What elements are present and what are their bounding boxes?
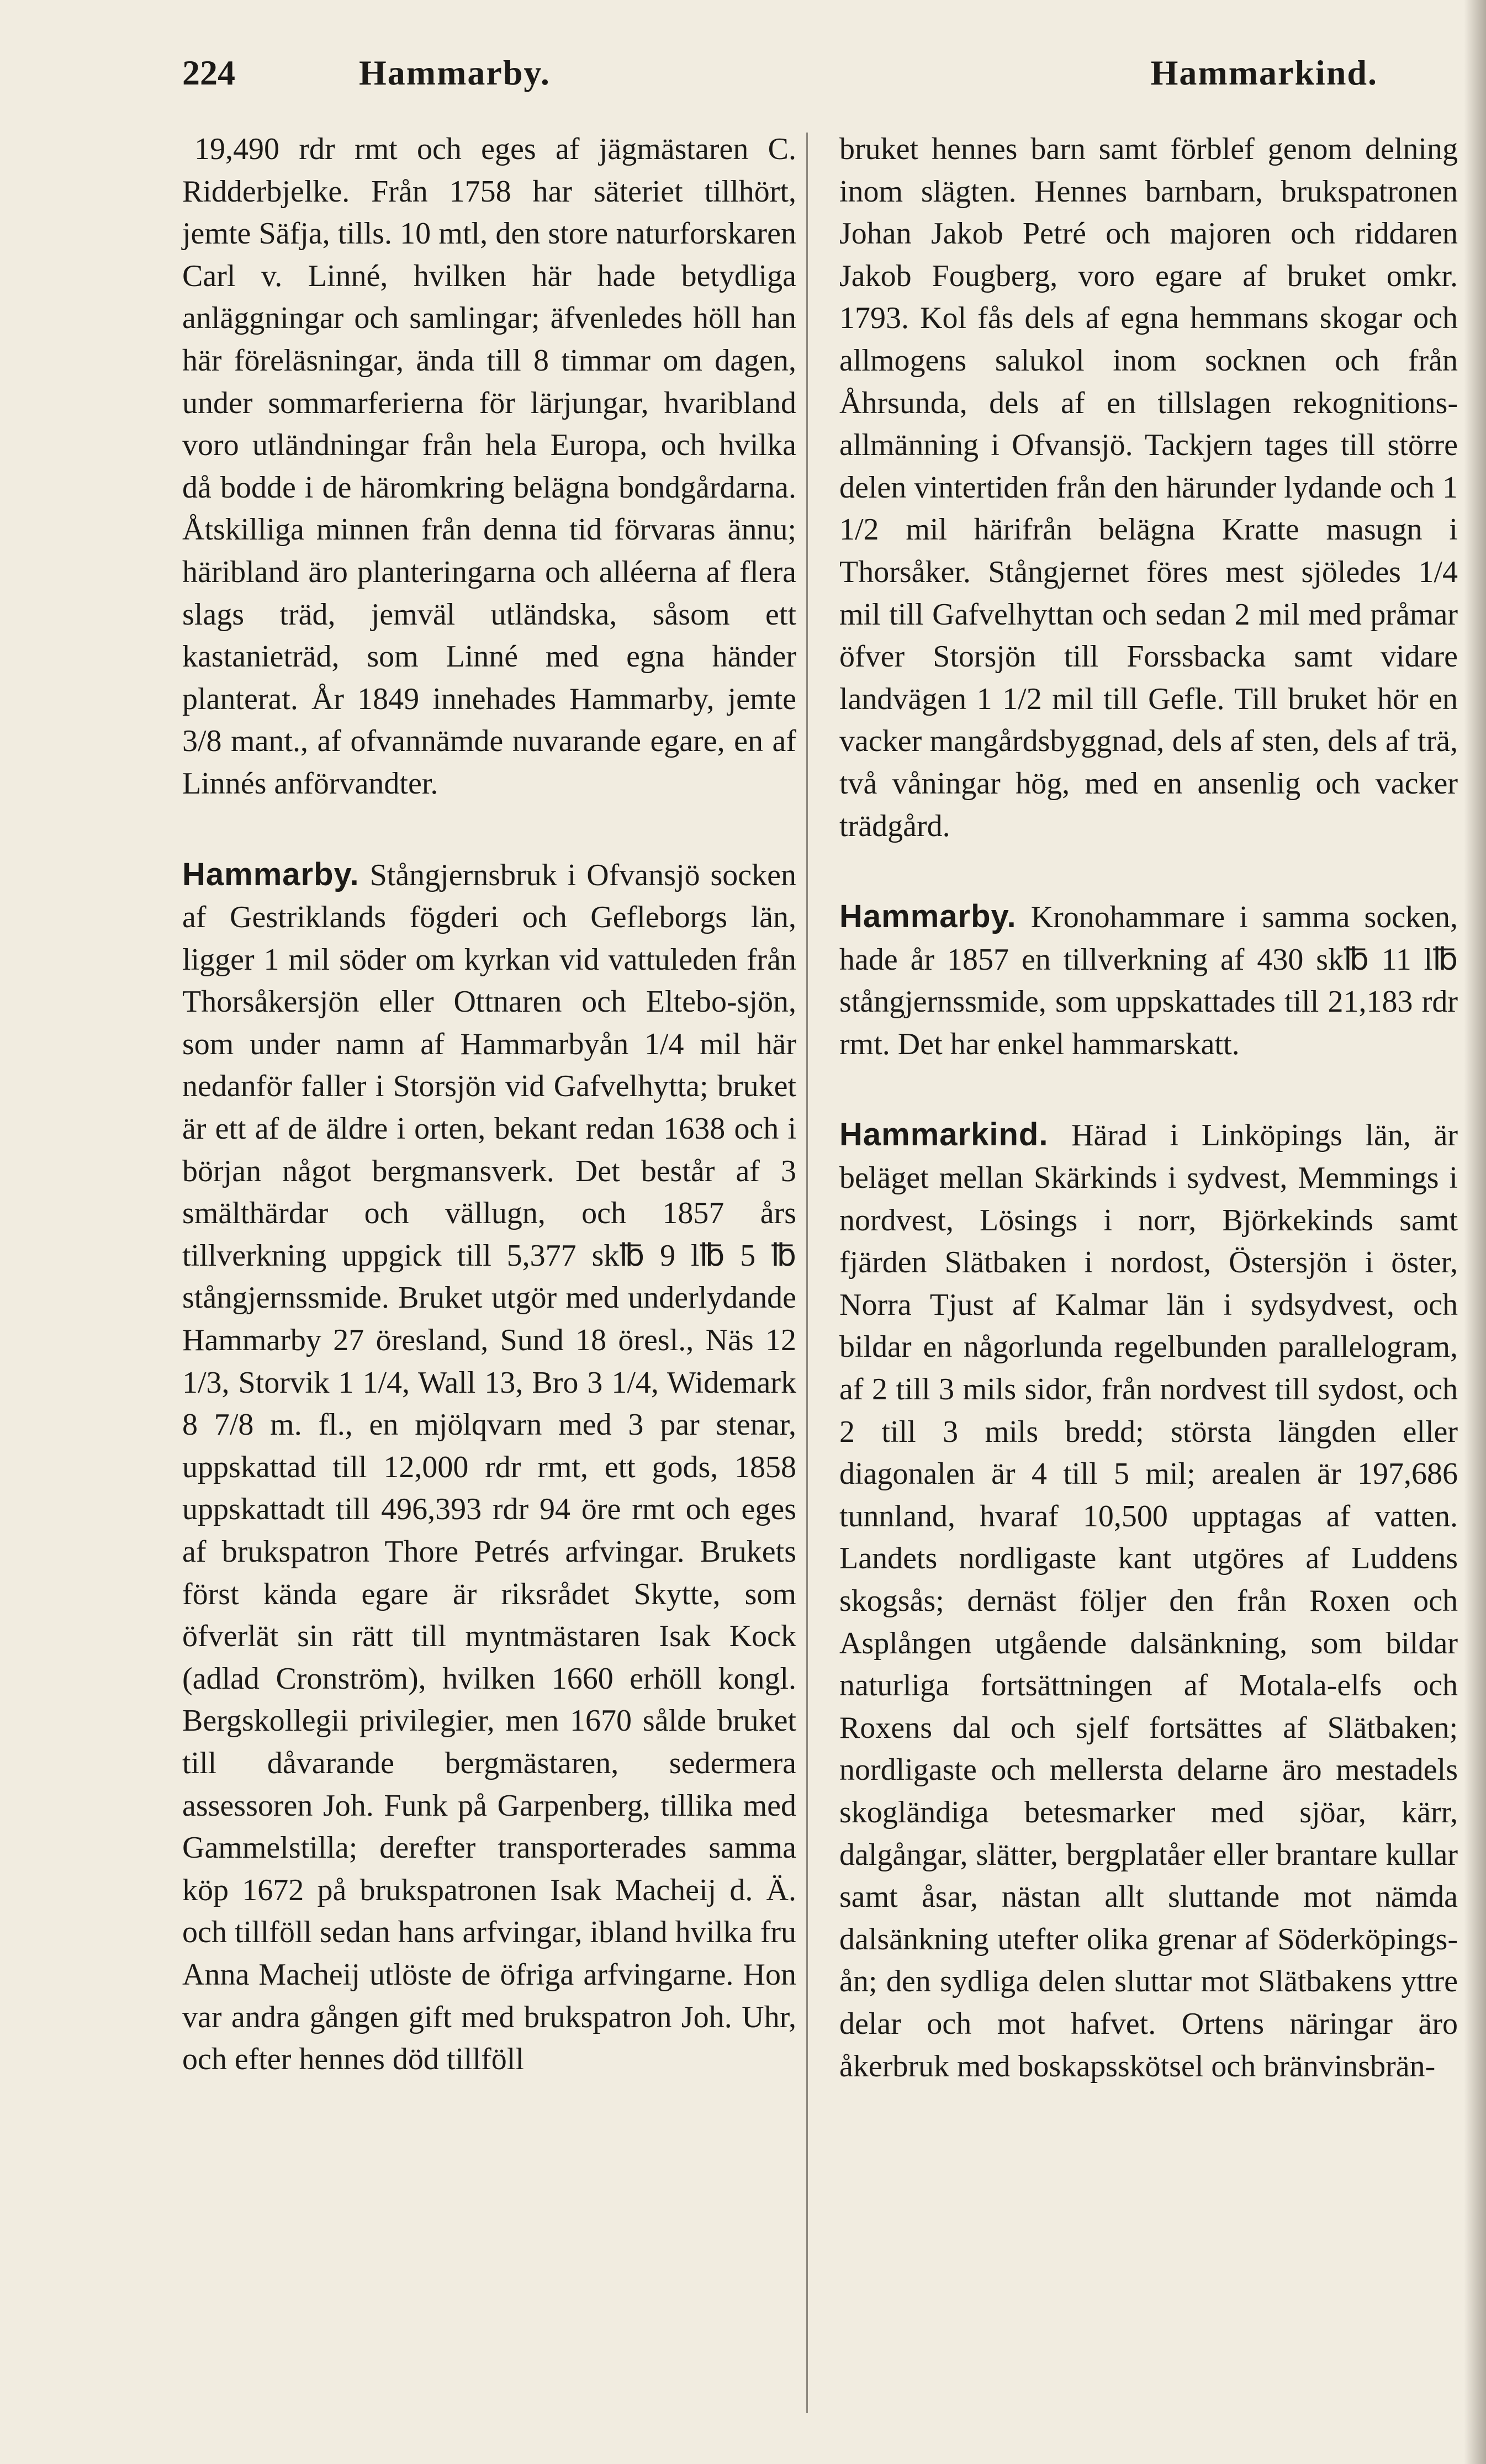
left-column <box>182 128 796 2081</box>
dictionary-entry <box>839 1114 1458 2087</box>
running-header <box>182 52 1378 102</box>
entry-text: Stångjernsbruk i Ofvansjö socken af Gestriklands fögderi och Gefleborgs län, ligger 1 mil söder om kyrkan vid vattuleden från Thorsåkersjön eller Ottnaren och Eltebo-sjön, som under namn af Hammarbyån 1/4 mil här nedanför faller i Storsjön vid Gafvelhytta; bruket är ett af de äldre i orten, bekant redan 1638 och i början något bergmansverk. Det består af 3 smälthärdar och vällugn, och 1857 års tillverkning uppgick till 5,377 sk℔ 9 l℔ 5 ℔ stångjernssmide. Bruket utgör med underlydande Hammarby 27 öresland, Sund 18 öresl., Näs 12 1/3, Storvik 1 1/4, Wall 13, Bro 3 1/4, Widemark 8 7/8 m. fl., en mjölqvarn med 3 par stenar, uppskattad till 12,000 rdr rmt, ett gods, 1858 uppskattadt till 496,393 rdr 94 öre rmt och eges af brukspatron Thore Petrés arfvingar. Brukets först kända egare är riksrådet Skytte, som öfverlät sin rätt till myntmästaren Isak Kock (adlad Cronström), hvilken 1660 erhöll kongl. Bergskollegii privilegier, men 1670 sålde bruket till dåvarande bergmästaren, sedermera assessoren Joh. Funk på Garpenberg, tillika med Gammelstilla; derefter transporterades samma köp 1672 på brukspatronen Isak Macheij d. Ä. och tillföll sedan hans arfvingar, ibland hvilka fru Anna Macheij utlöste de öfriga arfvingarne. Hon var andra gången gift med brukspatron Joh. Uhr, och efter hennes död tillföll <box>182 858 797 2077</box>
right-column <box>839 128 1458 2087</box>
continued-paragraph: 19,490 rdr rmt och eges af jägmästaren C. Ridderbjelke. Från 1758 har säteriet tillhört, jemte Säfja, tills. 10 mtl, den store naturforskaren Carl v. Linné, hvilken här hade betydliga anläggningar och samlingar; äfvenledes höll han här föreläsningar, ända till 8 timmar om dagen, under sommarferierna för lärjungar, hvaribland voro utländningar från hela Europa, och hvilka då bodde i de häromkring belägna bondgårdarna. Åtskilliga minnen från denna tid förvaras ännu; häribland äro planteringarna och alléerna af flera slags träd, jemväl utländska, såsom ett kastanieträd, som Linné med egna händer planterat. År 1849 innehades Hammarby, jemte 3/8 mant., af ofvannämde nuvarande egare, en af Linnés anförvandter. <box>182 132 796 801</box>
entry-headword: Hammarby. <box>839 898 1017 935</box>
page-edge-shadow <box>1464 0 1486 2464</box>
dictionary-entry <box>182 854 796 2081</box>
entry-text: Härad i Linköpings län, är beläget mellan Skärkinds i sydvest, Memmings i nordvest, Lösings i norr, Björkekinds samt fjärden Slätbaken i nordost, Östersjön i öster, Norra Tjust af Kalmar län i sydsydvest, och bildar en någorlunda regelbunden parallelogram, af 2 till 3 mils sidor, från nordvest till sydost, och 2 till 3 mils bredd; största längden eller diagonalen är 4 till 5 mil; arealen är 197,686 tunnland, hvaraf 10,500 upptagas af vatten. Landets nordligaste kant utgöres af Luddens skogsås; dernäst följer den från Roxen och Asplången utgående dalsänkning, som bildar naturliga fortsättningen af Motala-elfs och Roxens dal och sjelf fortsättes af Slätbaken; nordligaste och mellersta delarne äro mestadels skogländiga betesmarker med sjöar, kärr, dalgångar, slätter, bergplatåer eller brantare kullar samt åsar, nästan allt sluttande mot nämda dalsänkning utefter olika grenar af Söderköpings-ån; den sydliga delen sluttar mot Slätbakens yttre delar och mot hafvet. Ortens näringar äro åkerbruk med boskapsskötsel och bränvinsbrän- <box>839 1118 1458 2084</box>
entry-text: Kronohammare i samma socken, hade år 1857 en tillverkning af 430 sk℔ 11 l℔ stångjernssmide, som uppskattades till 21,183 rdr rmt. Det har enkel hammarskatt. <box>839 900 1458 1061</box>
entry-headword: Hammarkind. <box>839 1117 1049 1153</box>
continued-paragraph: bruket hennes barn samt förblef genom delning inom slägten. Hennes barnbarn, brukspatronen Johan Jakob Petré och majoren och riddaren Jakob Fougberg, voro egare af bruket omkr. 1793. Kol fås dels af egna hemmans skogar och allmogens salukol inom socknen och från Åhrsunda, dels af en tillslagen rekognitions-allmänning i Ofvansjö. Tackjern tages till större delen vintertiden från den härunder lydande och 1 1/2 mil härifrån belägna Kratte masugn i Thorsåker. Stångjernet föres mest sjöledes 1/4 mil till Gafvelhyttan och sedan 2 mil med pråmar öfver Storsjön till Forssbacka samt vidare landvägen 1 1/2 mil till Gefle. Till bruket hör en vacker mangårdsbyggnad, dels af sten, dels af trä, två våningar hög, med en ansenlig och vacker trädgård. <box>839 132 1458 843</box>
entry-headword: Hammarby. <box>182 856 359 892</box>
right-running-title: Hammarkind. <box>1150 53 1378 92</box>
column-divider <box>806 133 808 2413</box>
page-number: 224 <box>182 53 235 92</box>
dictionary-entry <box>839 896 1458 1065</box>
left-running-title: Hammarby. <box>359 53 551 92</box>
